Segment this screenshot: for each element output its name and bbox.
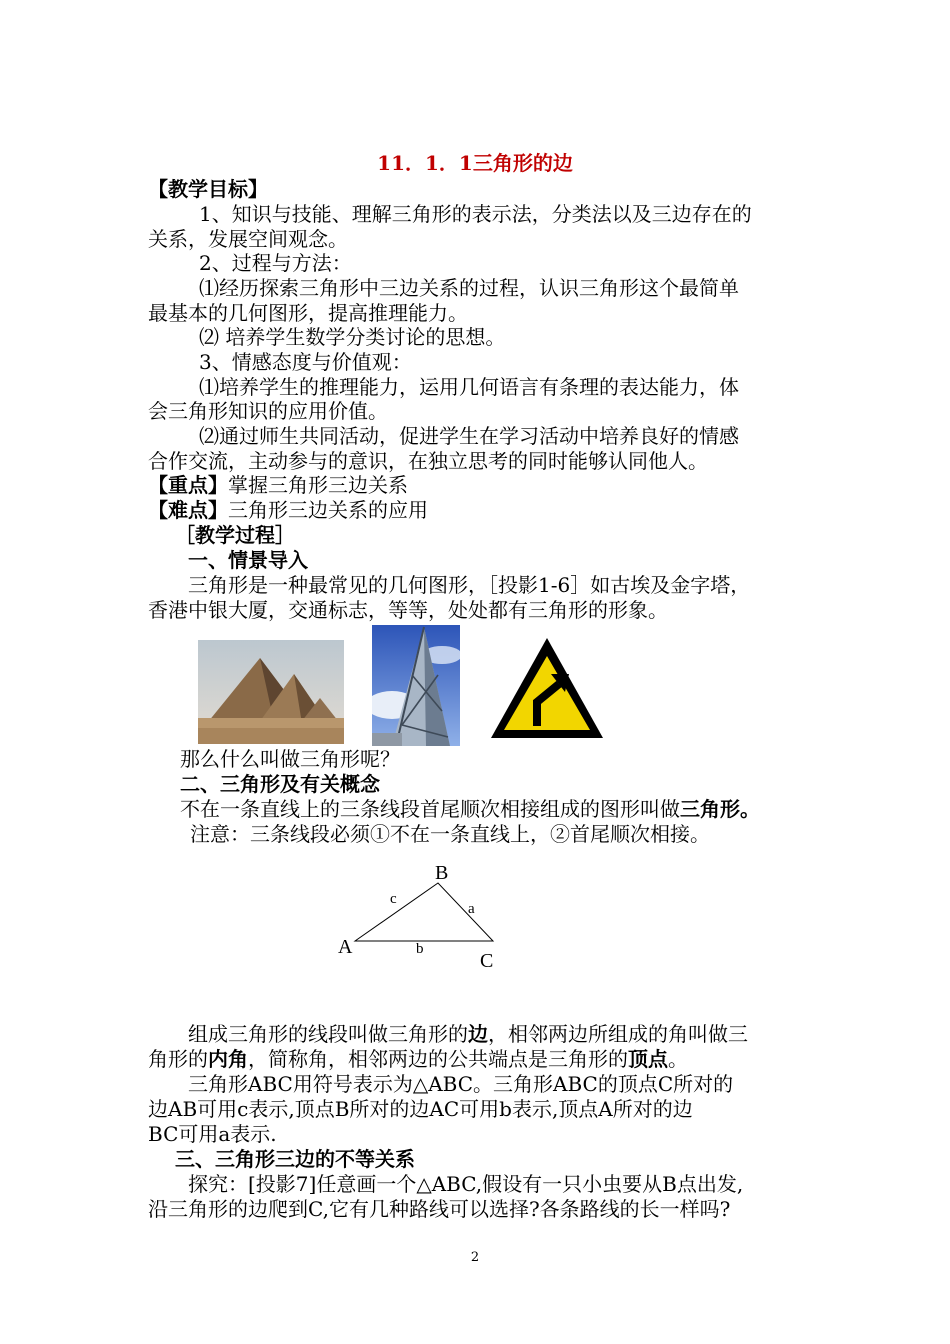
key-point xyxy=(148,472,408,498)
page-number: 2 xyxy=(470,1250,480,1265)
goal3: 3、情感态度与价值观： xyxy=(199,350,412,374)
section1-line1: 三角形是一种最常见的几何图形，［投影1-6］如古埃及金字塔， xyxy=(188,573,751,597)
goal2: 2、过程与方法： xyxy=(199,251,352,275)
pyramids-photo xyxy=(198,640,344,744)
definition xyxy=(180,796,760,822)
goal3-2-line1: ⑵通过师生共同活动，促进学生在学习活动中培养良好的情感 xyxy=(199,424,739,448)
angle-text2: ，简称角，相邻两边的公共端点是三角形的 xyxy=(248,1047,628,1071)
goal2-1-line2: 最基本的几何图形，提高推理能力。 xyxy=(148,301,468,325)
goal2-1-line1: ⑴经历探索三角形中三边关系的过程，认识三角形这个最简单 xyxy=(199,276,739,300)
goal1-line2: 关系，发展空间观念。 xyxy=(148,227,348,251)
interior-angle-term: 内角 xyxy=(208,1047,248,1071)
note: 注意：三条线段必须①不在一条直线上，②首尾顺次相接。 xyxy=(190,822,710,846)
vertex-c-label: C xyxy=(480,950,494,972)
process-heading: ［教学过程］ xyxy=(175,523,295,547)
question: 那么什么叫做三角形呢？ xyxy=(180,747,400,771)
side-a-label: a xyxy=(468,901,475,917)
goal1-line1: 1、知识与技能、理解三角形的表示法，分类法以及三边存在的 xyxy=(199,202,752,226)
page-title: 11．1．1三角形的边 xyxy=(377,151,573,175)
explore-line2: 沿三角形的边爬到C,它有几种路线可以选择?各条路线的长一样吗? xyxy=(148,1197,731,1221)
angle-text: 角形的 xyxy=(148,1047,208,1071)
symbol-line1: 三角形ABC用符号表示为△ABC。三角形ABC的顶点C所对的 xyxy=(188,1072,734,1096)
angle-text3: 。 xyxy=(668,1047,688,1071)
symbol-line3: BC可用a表示. xyxy=(148,1122,277,1146)
section2-heading: 二、三角形及有关概念 xyxy=(180,772,380,796)
side-term: 边 xyxy=(468,1022,488,1046)
warning-triangle-icon xyxy=(487,634,607,744)
side-b-label: b xyxy=(416,941,424,957)
key-point-text: 掌握三角形三边关系 xyxy=(228,473,408,497)
tower-drawing xyxy=(372,625,460,746)
vertex-term: 顶点 xyxy=(628,1047,668,1071)
traffic-sign-right-turn xyxy=(487,634,607,744)
difficult-point-label: 【难点】 xyxy=(148,498,228,522)
explore-line1: 探究：[投影7]任意画一个△ABC,假设有一只小虫要从B点出发, xyxy=(188,1172,744,1196)
vertex-a-label: A xyxy=(338,936,353,958)
side-definition-line1 xyxy=(188,1021,748,1047)
goal3-1-line1: ⑴培养学生的推理能力，运用几何语言有条理的表达能力，体 xyxy=(199,375,739,399)
definition-text: 不在一条直线上的三条线段首尾顺次相接组成的图形叫做 xyxy=(180,797,680,821)
bank-of-china-tower-photo xyxy=(372,625,460,746)
triangle-abc-figure xyxy=(330,855,510,975)
definition-term: 三角形。 xyxy=(680,797,760,821)
side-definition-text: 组成三角形的线段叫做三角形的 xyxy=(188,1022,468,1046)
difficult-point-text: 三角形三边关系的应用 xyxy=(228,498,428,522)
goal2-2: ⑵ 培养学生数学分类讨论的思想。 xyxy=(199,325,506,349)
side-definition-line2 xyxy=(148,1046,688,1072)
section3-heading: 三、三角形三边的不等关系 xyxy=(175,1147,415,1171)
goal3-2-line2: 合作交流，主动参与的意识，在独立思考的同时能够认同他人。 xyxy=(148,449,708,473)
symbol-line2: 边AB可用c表示,顶点B所对的边AC可用b表示,顶点A所对的边 xyxy=(148,1097,693,1121)
side-c-label: c xyxy=(390,891,397,907)
section1-heading: 一、情景导入 xyxy=(188,548,308,572)
vertex-b-label: B xyxy=(435,862,449,884)
goal3-1-line2: 会三角形知识的应用价值。 xyxy=(148,399,388,423)
goals-heading: 【教学目标】 xyxy=(148,177,268,201)
pyramids-drawing xyxy=(198,640,344,744)
key-point-label: 【重点】 xyxy=(148,473,228,497)
side-definition-text2: ，相邻两边所组成的角叫做三 xyxy=(488,1022,748,1046)
section1-line2: 香港中银大厦，交通标志，等等，处处都有三角形的形象。 xyxy=(148,598,668,622)
difficult-point xyxy=(148,497,428,523)
